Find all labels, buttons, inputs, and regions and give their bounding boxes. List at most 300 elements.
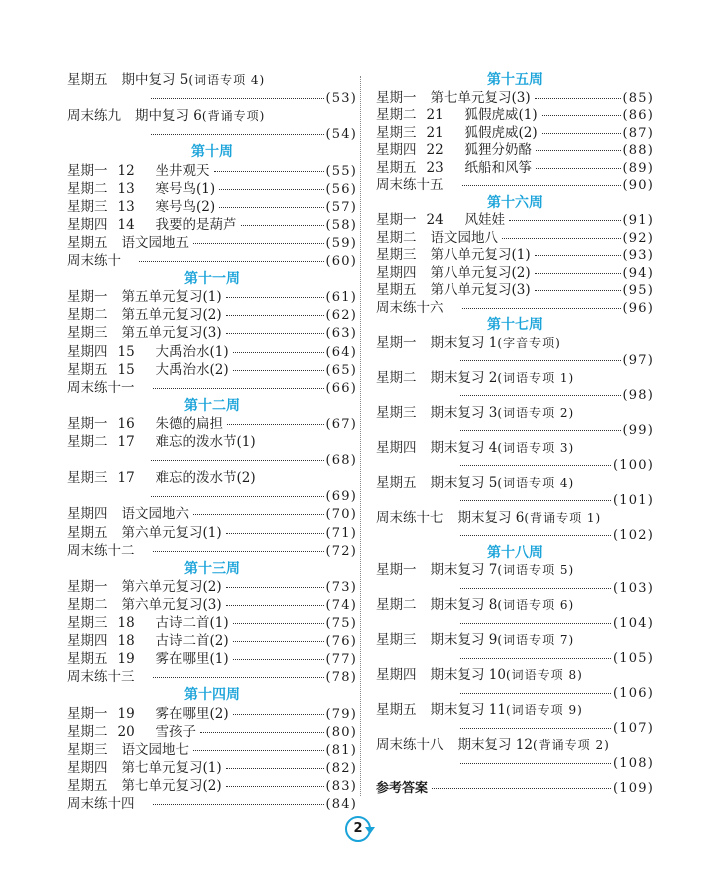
dot-leader [227, 424, 324, 425]
page-ref: (103) [613, 580, 654, 596]
toc-entry[interactable] [67, 706, 357, 723]
dot-leader [226, 768, 324, 769]
toc-entry-continuation [376, 352, 654, 369]
entry-title: 第七单元复习(2) [121, 777, 222, 794]
lesson-number: 19 [117, 651, 135, 668]
entry-title: 期末复习 4 [430, 439, 498, 456]
toc-entry-continuation [376, 755, 654, 772]
entry-subtitle: (词语专项 2) [497, 405, 575, 420]
entry-title: 语文园地六 [121, 506, 189, 523]
toc-entry[interactable] [376, 737, 654, 754]
page-ref: (102) [613, 528, 654, 543]
toc-entry[interactable] [67, 344, 357, 361]
dot-leader [151, 496, 324, 497]
entry-subtitle: (背诵专项) [201, 109, 266, 124]
page-ref: (105) [613, 650, 654, 666]
entry-title: 期末复习 1 [430, 334, 498, 351]
toc-entry[interactable] [67, 597, 357, 614]
entry-day: 星期四 [67, 216, 108, 233]
dot-leader [139, 261, 324, 262]
toc-entry[interactable] [67, 760, 357, 777]
entry-day: 星期一 [376, 89, 417, 106]
dot-leader [536, 150, 621, 151]
page-ref: (80) [325, 724, 357, 740]
lesson-number: 18 [117, 615, 135, 631]
dot-leader [460, 465, 611, 466]
toc-entry[interactable] [67, 108, 357, 125]
toc-entry[interactable] [67, 651, 357, 668]
entry-subtitle: (词语专项 4) [497, 475, 575, 490]
entry-title: 难忘的泼水节(1) [155, 434, 256, 450]
entry-day: 星期五 [67, 234, 108, 251]
page-ref: (53) [325, 91, 357, 107]
page-ref: (100) [613, 458, 654, 473]
page-ref: (81) [325, 742, 357, 758]
dot-leader [226, 315, 324, 316]
toc-entry[interactable] [67, 181, 357, 198]
toc-entry[interactable] [376, 160, 654, 177]
page-ref: (66) [325, 380, 357, 396]
dot-leader [233, 352, 324, 353]
page-ref: (68) [325, 453, 357, 469]
toc-entry[interactable] [67, 506, 357, 523]
entry-day: 星期五 [376, 282, 417, 298]
dot-leader [153, 804, 324, 805]
toc-entry-continuation [376, 720, 654, 737]
toc-entry[interactable] [67, 434, 357, 451]
week-heading: 第十五周 [487, 72, 543, 88]
dot-leader [460, 535, 611, 536]
dot-leader [462, 308, 621, 309]
page-number: 2 [353, 821, 363, 836]
entry-day: 星期二 [67, 723, 108, 740]
page-ref: (109) [613, 781, 654, 796]
arrow-down-icon [365, 827, 375, 834]
entry-day: 星期三 [67, 198, 108, 215]
entry-subtitle: (词语专项 6) [497, 598, 575, 612]
dot-leader [460, 728, 611, 729]
toc-entry[interactable] [376, 230, 654, 247]
lesson-number: 13 [117, 198, 135, 215]
entry-title: 第七单元复习(1) [121, 759, 222, 776]
lesson-number: 17 [117, 434, 135, 450]
page-ref: (72) [325, 543, 357, 559]
entry-subtitle: (词语专项 1) [497, 370, 575, 385]
entry-day: 星期四 [376, 142, 417, 158]
toc-entry[interactable] [67, 199, 357, 216]
dot-leader [460, 658, 611, 659]
page-ref: (78) [325, 670, 357, 686]
week-heading: 第十八周 [487, 544, 543, 561]
toc-entry[interactable] [376, 107, 654, 124]
lesson-number: 15 [117, 361, 135, 378]
entry-title: 第八单元复习(3) [430, 282, 531, 298]
entry-day: 周末练十三 [67, 669, 135, 686]
entry-day: 星期五 [67, 524, 108, 541]
entry-day: 周末练十二 [67, 542, 135, 559]
page-ref: (84) [325, 797, 357, 812]
toc-entry[interactable] [376, 370, 654, 387]
dot-leader [233, 641, 324, 642]
page-ref: (67) [325, 416, 357, 432]
page-ref: (55) [325, 163, 357, 179]
week-heading: 第十七周 [487, 317, 543, 333]
entry-day: 星期二 [67, 307, 108, 324]
dot-leader [226, 533, 324, 534]
entry-title: 期末复习 2 [430, 369, 498, 386]
entry-day: 星期三 [376, 404, 417, 421]
entry-day: 星期二 [67, 596, 108, 613]
toc-entry[interactable] [67, 289, 357, 306]
entry-day: 星期二 [376, 107, 417, 123]
toc-entry[interactable] [376, 562, 654, 579]
page-ref: (106) [613, 685, 654, 701]
entry-day: 星期三 [376, 632, 417, 648]
toc-entry-continuation [376, 387, 654, 404]
dot-leader [151, 134, 324, 135]
toc-entry-continuation [376, 650, 654, 667]
entry-day: 星期一 [376, 562, 417, 578]
toc-entry-continuation [67, 488, 357, 505]
entry-title: 第六单元复习(2) [121, 578, 222, 595]
page-ref: (60) [325, 254, 357, 269]
dot-leader [502, 238, 621, 239]
entry-title: 第七单元复习(3) [430, 89, 531, 106]
entry-title: 期末复习 9 [430, 632, 498, 648]
toc-entry[interactable] [67, 470, 357, 487]
toc-entry[interactable] [67, 778, 357, 795]
dot-leader [460, 693, 611, 694]
week-heading: 第十周 [191, 144, 233, 161]
page-ref: (108) [613, 755, 654, 771]
entry-subtitle: (背诵专项 1) [524, 510, 602, 525]
dot-leader [542, 133, 621, 134]
toc-entry[interactable] [67, 416, 357, 433]
page-ref: (97) [622, 353, 654, 368]
page-ref: (56) [325, 181, 357, 197]
entry-title: 雪孩子 [155, 723, 196, 740]
toc-entry[interactable] [67, 543, 357, 560]
entry-day: 星期三 [67, 325, 108, 342]
toc-entry[interactable] [67, 362, 357, 379]
entry-title: 语文园地五 [121, 234, 189, 251]
toc-entry[interactable] [376, 475, 654, 492]
entry-title: 语文园地七 [121, 741, 189, 758]
lesson-number: 14 [117, 216, 135, 233]
entry-day: 星期四 [376, 667, 417, 683]
toc-entry[interactable] [67, 235, 357, 252]
entry-title: 第八单元复习(2) [430, 264, 531, 281]
entry-title: 我要的是葫芦 [155, 216, 237, 233]
toc-entry[interactable] [67, 579, 357, 596]
dot-leader [542, 115, 621, 116]
toc-entry[interactable] [67, 217, 357, 234]
entry-day: 星期一 [67, 289, 108, 306]
entry-title: 狐假虎威(1) [464, 107, 538, 123]
entry-day: 星期一 [67, 415, 108, 432]
lesson-number: 23 [426, 159, 444, 176]
entry-day: 周末练十八 [376, 737, 444, 753]
entry-day: 星期三 [376, 247, 417, 263]
entry-title: 期末复习 12 [457, 737, 533, 753]
toc-entry[interactable] [376, 667, 654, 684]
entry-day: 星期一 [67, 162, 108, 179]
page-ref: (107) [613, 720, 654, 736]
week-heading: 第十四周 [184, 687, 240, 704]
entry-day: 星期五 [376, 474, 417, 491]
entry-day: 星期三 [67, 470, 108, 487]
entry-day: 星期五 [376, 702, 417, 718]
toc-entry[interactable] [67, 724, 357, 741]
page-ref: (70) [325, 507, 357, 523]
page-ref: (90) [622, 178, 654, 193]
dot-leader [193, 750, 324, 751]
entry-day: 星期四 [376, 264, 417, 281]
entry-day: 星期五 [376, 159, 417, 176]
page-ref: (61) [325, 290, 357, 306]
page-ref: (99) [622, 423, 654, 438]
page-ref: (57) [325, 199, 357, 215]
toc-entry[interactable] [67, 253, 357, 270]
dot-leader [460, 360, 621, 361]
page-ref: (59) [325, 235, 357, 251]
dot-leader [193, 514, 324, 515]
page-ref: (104) [613, 615, 654, 631]
lesson-number: 17 [117, 470, 135, 487]
toc-entry[interactable] [67, 615, 357, 632]
entry-subtitle: (词语专项 7) [497, 633, 575, 647]
entry-day: 周末练十一 [67, 379, 135, 396]
dot-leader [460, 623, 611, 624]
page-number-badge [345, 816, 371, 842]
entry-title: 大禹治水(1) [155, 343, 229, 360]
entry-title: 大禹治水(2) [155, 361, 229, 378]
toc-entry-continuation [376, 422, 654, 439]
entry-day: 星期五 [67, 777, 108, 794]
entry-title: 狐狸分奶酪 [464, 142, 532, 158]
entry-title: 寒号鸟(1) [155, 180, 216, 197]
toc-entry[interactable] [376, 212, 654, 229]
lesson-number: 12 [117, 162, 135, 179]
dot-leader [226, 333, 324, 334]
dot-leader [535, 290, 621, 291]
dot-leader [151, 460, 324, 461]
toc-entry[interactable] [376, 405, 654, 422]
week-heading: 第十六周 [487, 194, 543, 211]
toc-entry[interactable] [376, 335, 654, 352]
toc-entry-continuation [376, 457, 654, 474]
entry-day: 周末练十六 [376, 299, 444, 316]
page-ref: (79) [325, 706, 357, 722]
page-ref: (64) [325, 344, 357, 360]
entry-title: 雾在哪里(1) [155, 651, 229, 668]
entry-subtitle: (词语专项 5) [497, 563, 575, 577]
toc-entry-continuation [376, 527, 654, 544]
page-ref: (96) [622, 300, 654, 316]
dot-leader [226, 605, 324, 606]
entry-subtitle: (背诵专项 2) [532, 738, 610, 752]
toc-entry[interactable] [376, 125, 654, 142]
toc-entry[interactable] [376, 300, 654, 317]
toc-entry[interactable] [67, 669, 357, 686]
page-ref: (94) [622, 265, 654, 281]
entry-title: 期中复习 6 [135, 108, 202, 125]
entry-title: 第六单元复习(1) [121, 524, 222, 541]
lesson-number: 15 [117, 343, 135, 360]
page-ref: (69) [325, 489, 357, 505]
toc-entry[interactable] [67, 525, 357, 542]
entry-title: 寒号鸟(2) [155, 198, 216, 215]
page-ref: (54) [325, 127, 357, 143]
dot-leader [153, 677, 324, 678]
lesson-number: 22 [426, 142, 444, 158]
entry-day: 星期二 [376, 597, 417, 613]
toc-entry[interactable] [376, 282, 654, 299]
toc-entry-continuation [376, 580, 654, 597]
entry-title: 古诗二首(1) [155, 615, 229, 631]
entry-day: 周末练十七 [376, 509, 444, 526]
page-ref: (71) [325, 525, 357, 541]
entry-day: 星期四 [67, 759, 108, 776]
entry-day: 星期四 [67, 633, 108, 650]
toc-entry[interactable] [376, 702, 654, 719]
page-ref: (91) [622, 213, 654, 228]
dot-leader [226, 786, 324, 787]
entry-day: 星期一 [376, 212, 417, 228]
entry-title: 第五单元复习(1) [121, 289, 222, 306]
dot-leader [233, 623, 324, 624]
toc-entry-continuation [67, 126, 357, 143]
entry-day: 星期三 [67, 615, 108, 631]
entry-title: 坐井观天 [155, 162, 210, 179]
toc-entry[interactable] [67, 163, 357, 180]
toc-entry[interactable] [67, 72, 357, 89]
toc-entry[interactable] [376, 177, 654, 194]
dot-leader [509, 220, 621, 221]
dot-leader [432, 788, 611, 789]
page-ref: (65) [325, 362, 357, 378]
entry-title: 期末复习 3 [430, 404, 498, 421]
page-ref: (93) [622, 248, 654, 263]
entry-day: 星期二 [67, 180, 108, 197]
lesson-number: 20 [117, 723, 135, 740]
toc-entry[interactable] [376, 440, 654, 457]
dot-leader [233, 714, 324, 715]
entry-title: 第六单元复习(3) [121, 596, 222, 613]
entry-title: 雾在哪里(2) [155, 705, 229, 722]
entry-day: 星期二 [376, 369, 417, 386]
entry-subtitle: (词语专项 9) [505, 703, 583, 717]
dot-leader [460, 430, 621, 431]
entry-day: 周末练十 [67, 253, 121, 269]
page-ref: (101) [613, 493, 654, 508]
entry-subtitle: (词语专项 4) [188, 73, 266, 87]
lesson-number: 13 [117, 180, 135, 197]
entry-day: 星期四 [67, 506, 108, 523]
entry-day: 星期四 [67, 343, 108, 360]
lesson-number: 21 [426, 107, 444, 123]
page-ref: (73) [325, 579, 357, 595]
answers-entry[interactable] [376, 780, 654, 797]
page-ref: (88) [622, 143, 654, 158]
entry-title: 古诗二首(2) [155, 633, 229, 650]
toc-entry[interactable] [67, 742, 357, 759]
week-heading: 第十三周 [184, 560, 240, 577]
entry-title: 期末复习 10 [430, 667, 506, 683]
page-ref: (95) [622, 283, 654, 298]
dot-leader [535, 273, 621, 274]
dot-leader [241, 225, 324, 226]
entry-day: 星期一 [67, 705, 108, 722]
toc-entry[interactable] [67, 325, 357, 342]
dot-leader [151, 98, 324, 99]
dot-leader [200, 732, 324, 733]
entry-title: 纸船和风筝 [464, 159, 532, 176]
lesson-number: 18 [117, 633, 135, 650]
entry-day: 星期四 [376, 439, 417, 456]
dot-leader [535, 255, 621, 256]
page-ref: (98) [622, 388, 654, 403]
entry-day: 星期三 [376, 124, 417, 141]
page-ref: (74) [325, 597, 357, 613]
dot-leader [536, 168, 621, 169]
dot-leader [153, 551, 324, 552]
entry-subtitle: (字音专项) [497, 335, 561, 350]
lesson-number: 24 [426, 212, 444, 228]
page-ref: (89) [622, 160, 654, 176]
toc-entry[interactable] [376, 90, 654, 107]
toc-entry[interactable] [376, 632, 654, 649]
dot-leader [153, 388, 324, 389]
page-ref: (82) [325, 760, 357, 776]
week-heading: 第十一周 [184, 271, 240, 288]
entry-title: 期中复习 5 [121, 72, 189, 88]
dot-leader [535, 98, 621, 99]
toc-entry[interactable] [376, 265, 654, 282]
toc-entry[interactable] [67, 380, 357, 397]
entry-title: 期末复习 6 [457, 509, 525, 526]
toc-entry[interactable] [376, 142, 654, 159]
page-ref: (77) [325, 652, 357, 668]
entry-title: 参考答案 [376, 781, 429, 796]
lesson-number: 21 [426, 124, 444, 141]
toc-entry-continuation [376, 615, 654, 632]
page-ref: (63) [325, 326, 357, 342]
page-ref: (76) [325, 634, 357, 650]
toc-entry[interactable] [67, 796, 357, 813]
toc-entry[interactable] [376, 597, 654, 614]
entry-day: 星期五 [67, 651, 108, 668]
page-ref: (85) [622, 90, 654, 106]
dot-leader [193, 243, 324, 244]
toc-entry[interactable] [376, 247, 654, 264]
dot-leader [214, 171, 324, 172]
entry-day: 周末练十五 [376, 177, 444, 193]
dot-leader [460, 763, 611, 764]
toc-entry[interactable] [67, 633, 357, 650]
entry-day: 周末练九 [67, 108, 121, 125]
toc-entry-continuation [376, 685, 654, 702]
dot-leader [233, 370, 324, 371]
entry-day: 星期二 [376, 229, 417, 246]
page-ref: (62) [325, 308, 357, 324]
toc-entry[interactable] [67, 307, 357, 324]
toc-entry[interactable] [376, 510, 654, 527]
page-ref: (75) [325, 616, 357, 631]
dot-leader [233, 659, 324, 660]
entry-day: 星期一 [67, 578, 108, 595]
entry-title: 第五单元复习(3) [121, 325, 222, 342]
